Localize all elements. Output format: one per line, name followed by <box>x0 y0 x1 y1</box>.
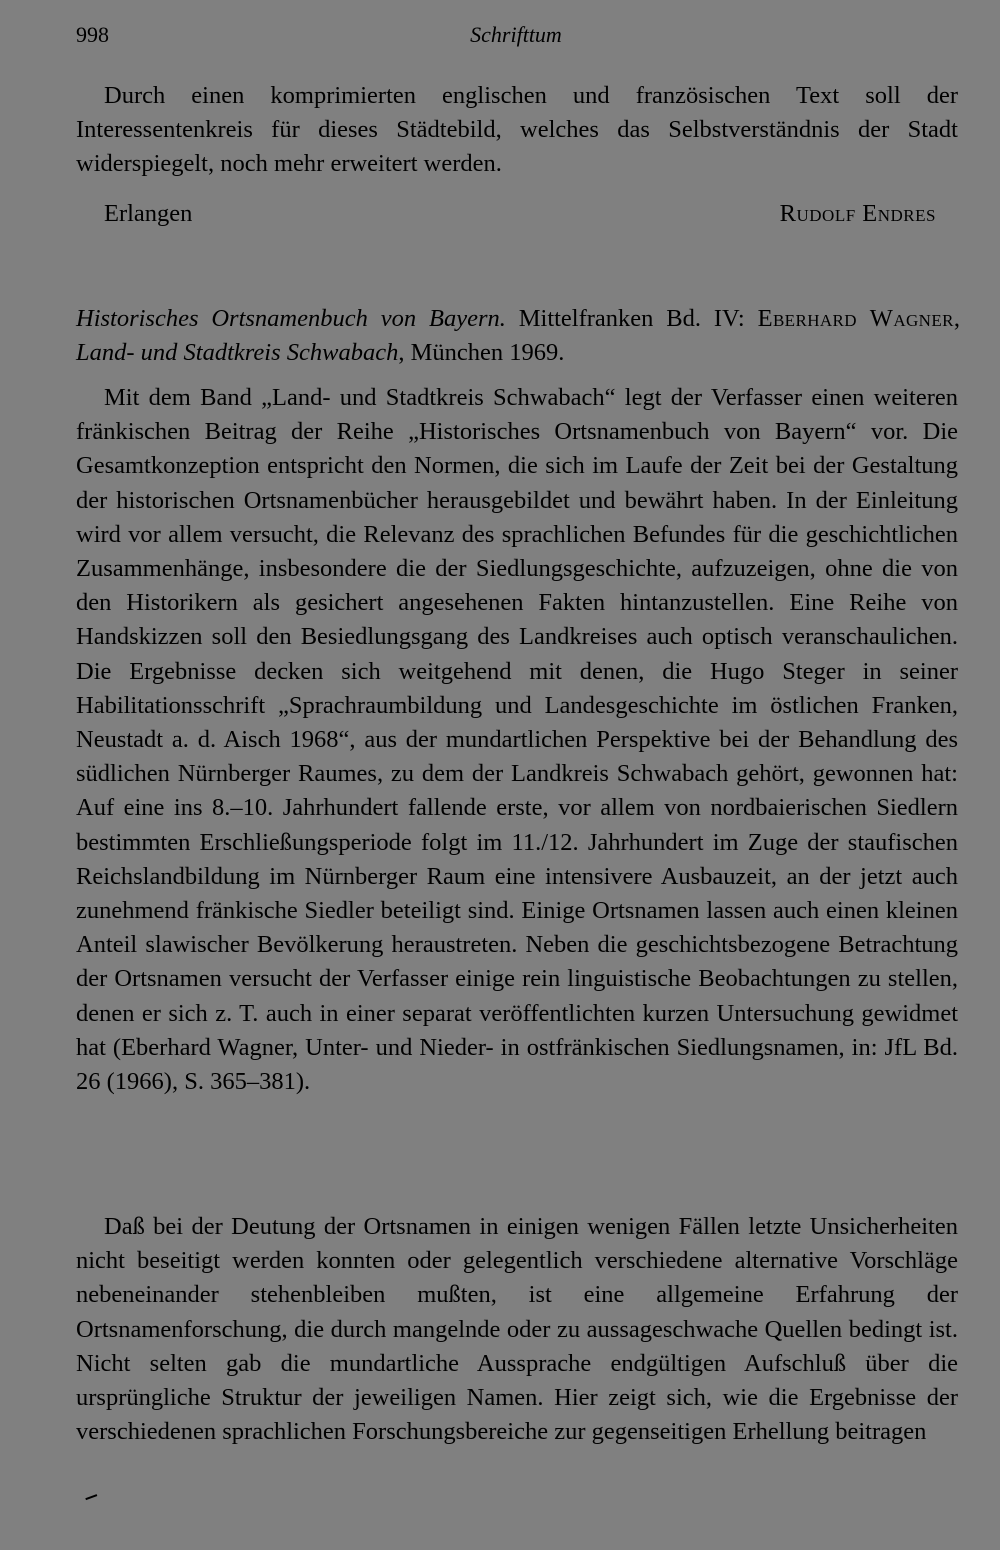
page-number: 998 <box>76 22 109 47</box>
signature-author: Rudolf Endres <box>779 200 936 227</box>
volume-info: Mittelfranken Bd. IV: <box>505 305 758 332</box>
running-head: Schrifttum <box>470 22 562 47</box>
page-header <box>76 22 956 58</box>
series-title: Historisches Ortsnamenbuch von Bayern. <box>76 305 506 332</box>
signature-place: Erlangen <box>104 200 193 227</box>
ink-mark <box>85 1494 98 1504</box>
imprint: , München 1969. <box>398 339 565 366</box>
reviewer-signature <box>104 200 936 234</box>
bibliographic-entry <box>76 302 960 370</box>
previous-review-closing-paragraph: Durch einen komprimierten englischen und französischen Text soll der Interessentenkreis für dieses Städtebild, welches das Selbstverständnis der Stadt widerspiegelt, noch mehr erweitert werden. <box>76 82 958 178</box>
book-author: Eberhard Wagner <box>757 305 954 332</box>
separator: , <box>953 305 960 332</box>
book-title: Land- und Stadtkreis Schwabach <box>76 339 399 366</box>
review-paragraph-2: Daß bei der Deutung der Ortsnamen in einigen wenigen Fällen letzte Unsicherheiten nicht beseitigt werden konnten oder gelegentlich verschiedene alternative Vorschläge nebeneinander stehenbleiben mußten, ist eine allgemeine Erfahrung der Ortsnamenforschung, die durch mangelnde oder zu aussageschwache Quellen bedingt ist. Nicht selten gab die mundartliche Aussprache endgültigen Aufschluß über die ursprüngliche Struktur der jeweiligen Namen. Hier zeigt sich, wie die Ergebnisse der verschiedenen sprachlichen Forschungsbereiche zur gegenseitigen Erhellung beitragen <box>76 1213 958 1446</box>
review-paragraph-1: Mit dem Band „Land- und Stadtkreis Schwabach“ legt der Verfasser einen weiteren fränkischen Beitrag der Reihe „Historisches Ortsnamenbuch von Bayern“ vor. Die Gesamtkonzeption entspricht den Normen, die sich im Laufe der Zeit bei der Gestaltung der historischen Ortsnamenbücher herausgebildet und bewährt haben. In der Einleitung wird vor allem versucht, die Relevanz des sprachlichen Befundes für die geschichtlichen Zusammenhänge, insbesondere die der Siedlungsgeschichte, aufzuzeigen, ohne die von den Historikern als gesichert angesehenen Fakten hintanzustellen. Eine Reihe von Handskizzen soll den Besiedlungsgang des Landkreises auch optisch veranschaulichen. Die Ergebnisse decken sich weitgehend mit denen, die Hugo Steger in seiner Habilitationsschrift „Sprachraumbildung und Landesgeschichte im östlichen Franken, Neustadt a. d. Aisch 1968“, aus der mundartlichen Perspektive bei der Behandlung des südlichen Nürnberger Raumes, zu dem der Landkreis Schwabach gehört, gewonnen hat: Auf eine ins 8.–10. Jahrhundert fallende erste, vor allem von nordbaierischen Siedlern bestimmten Erschließungsperiode folgt im 11./12. Jahrhundert im Zuge der staufischen Reichslandbildung im Nürnberger Raum eine intensivere Ausbauzeit, an der jetzt auch zunehmend fränkische Siedler beteiligt sind. Einige Ortsnamen lassen auch einen kleinen Anteil slawischer Bevölkerung heraustreten. Neben die geschichtsbezogene Betrachtung der Ortsnamen versucht der Verfasser einige rein linguistische Beobachtungen zu stellen, denen er sich z. T. auch in einer separat veröffentlichten kurzen Untersuchung gewidmet hat (Eberhard Wagner, Unter- und Nieder- in ostfränkischen Siedlungsnamen, in: JfL Bd. 26 (1966), S. 365–381). <box>76 384 958 1096</box>
